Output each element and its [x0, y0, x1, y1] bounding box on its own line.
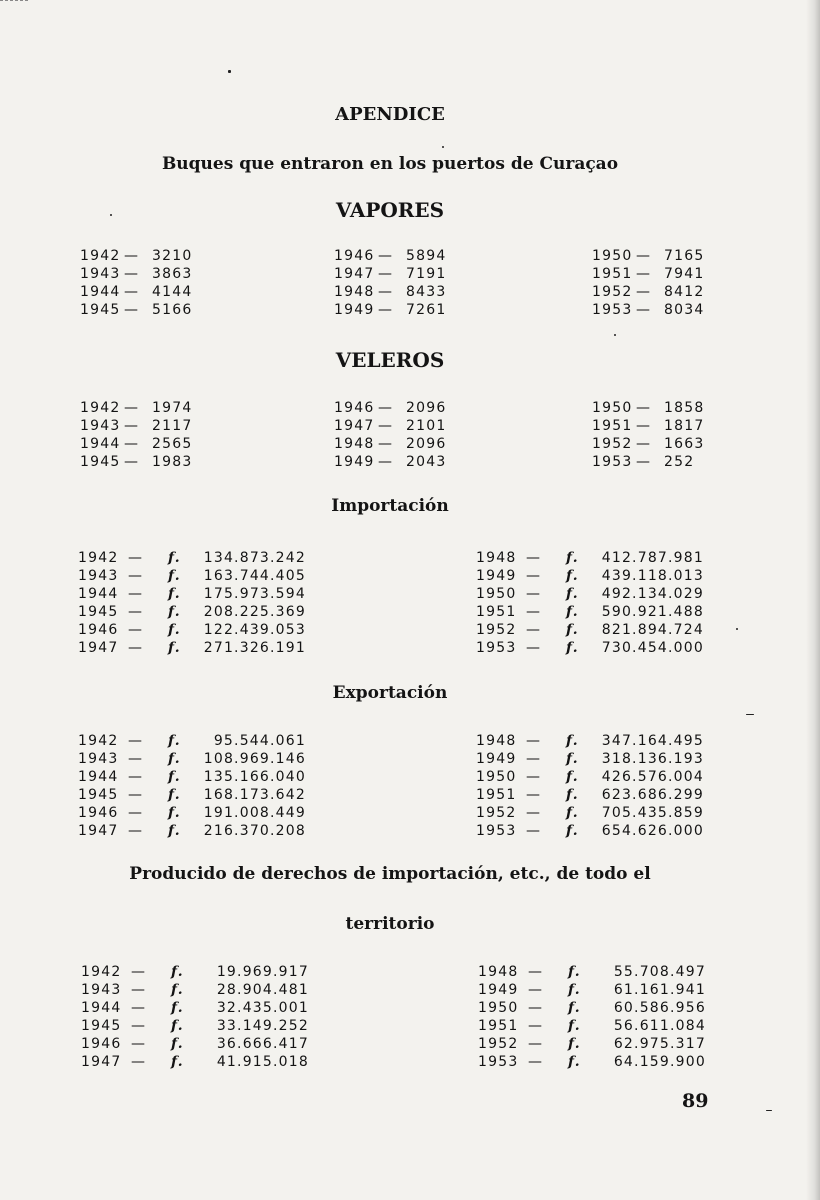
- currency-mark: f.: [168, 733, 181, 749]
- dash: —: [124, 454, 140, 470]
- table-row: [592, 247, 722, 265]
- dash: —: [128, 787, 144, 803]
- year-cell: 1950: [592, 248, 633, 264]
- table-row: [81, 999, 309, 1017]
- dash: —: [128, 733, 144, 749]
- year-cell: 1942: [81, 964, 122, 980]
- value-cell: 3210: [152, 248, 193, 264]
- table-row: [81, 981, 309, 999]
- amount-cell: 439.118.013: [601, 568, 704, 584]
- table-row: [334, 283, 464, 301]
- table-row: [476, 585, 704, 603]
- currency-mark: f.: [566, 751, 579, 767]
- dash: —: [526, 550, 542, 566]
- amount-cell: 61.161.941: [613, 982, 706, 998]
- amount-cell: 492.134.029: [601, 586, 704, 602]
- year-cell: 1951: [476, 787, 517, 803]
- table-row: [478, 981, 706, 999]
- dash: —: [528, 1054, 544, 1070]
- value-cell: 8412: [664, 284, 705, 300]
- table-row: [81, 963, 309, 981]
- table-row: [78, 603, 306, 621]
- importacion-heading: Importación: [331, 496, 449, 516]
- table-row: [78, 804, 306, 822]
- table-row: [334, 435, 464, 453]
- table-row: [592, 265, 722, 283]
- year-cell: 1953: [592, 302, 633, 318]
- table-row: [80, 453, 210, 471]
- year-cell: 1944: [78, 769, 119, 785]
- print-speck: [110, 214, 112, 216]
- table-row: [78, 639, 306, 657]
- year-cell: 1942: [78, 550, 119, 566]
- table-row: [80, 301, 210, 319]
- currency-mark: f.: [566, 787, 579, 803]
- table-row: [334, 453, 464, 471]
- amount-cell: 623.686.299: [601, 787, 704, 803]
- year-cell: 1942: [78, 733, 119, 749]
- dash: —: [124, 436, 140, 452]
- amount-cell: 412.787.981: [601, 550, 704, 566]
- dash: —: [378, 284, 394, 300]
- table-row: [476, 732, 704, 750]
- print-speck: [746, 714, 754, 715]
- value-cell: 7191: [406, 266, 447, 282]
- dash: —: [128, 751, 144, 767]
- table-row: [78, 732, 306, 750]
- amount-cell: 134.873.242: [203, 550, 306, 566]
- value-cell: 7261: [406, 302, 447, 318]
- derechos-heading-line1: Producido de derechos de importación, etc., de todo el: [129, 864, 651, 884]
- currency-mark: f.: [566, 733, 579, 749]
- amount-cell: 36.666.417: [216, 1036, 309, 1052]
- year-cell: 1947: [334, 266, 375, 282]
- year-cell: 1943: [78, 751, 119, 767]
- table-row: [478, 1017, 706, 1035]
- value-cell: 3863: [152, 266, 193, 282]
- value-cell: 252: [664, 454, 695, 470]
- amount-cell: 108.969.146: [203, 751, 306, 767]
- currency-mark: f.: [171, 1054, 184, 1070]
- dash: —: [526, 769, 542, 785]
- year-cell: 1946: [78, 805, 119, 821]
- year-cell: 1946: [81, 1036, 122, 1052]
- dash: —: [128, 640, 144, 656]
- currency-mark: f.: [566, 604, 579, 620]
- amount-cell: 168.173.642: [203, 787, 306, 803]
- year-cell: 1945: [78, 604, 119, 620]
- dash: —: [378, 454, 394, 470]
- table-row: [476, 768, 704, 786]
- dash: —: [124, 266, 140, 282]
- year-cell: 1943: [80, 418, 121, 434]
- year-cell: 1945: [80, 454, 121, 470]
- year-cell: 1953: [476, 640, 517, 656]
- amount-cell: 347.164.495: [601, 733, 704, 749]
- table-row: [592, 417, 722, 435]
- value-cell: 2096: [406, 400, 447, 416]
- year-cell: 1950: [592, 400, 633, 416]
- currency-mark: f.: [566, 550, 579, 566]
- year-cell: 1951: [592, 418, 633, 434]
- year-cell: 1947: [78, 640, 119, 656]
- dash: —: [378, 302, 394, 318]
- dash: —: [378, 266, 394, 282]
- dash: —: [526, 805, 542, 821]
- table-row: [334, 417, 464, 435]
- table-row: [78, 621, 306, 639]
- dash: —: [526, 640, 542, 656]
- amount-cell: 216.370.208: [203, 823, 306, 839]
- dash: —: [128, 769, 144, 785]
- currency-mark: f.: [568, 1054, 581, 1070]
- amount-cell: 56.611.084: [613, 1018, 706, 1034]
- page-number: 89: [682, 1090, 709, 1112]
- table-row: [78, 750, 306, 768]
- dash: —: [131, 964, 147, 980]
- currency-mark: f.: [168, 805, 181, 821]
- amount-cell: 730.454.000: [601, 640, 704, 656]
- amount-cell: 654.626.000: [601, 823, 704, 839]
- amount-cell: 41.915.018: [216, 1054, 309, 1070]
- page-edge-shadow: [806, 0, 820, 1200]
- year-cell: 1943: [78, 568, 119, 584]
- amount-cell: 33.149.252: [216, 1018, 309, 1034]
- table-row: [80, 265, 210, 283]
- currency-mark: f.: [566, 640, 579, 656]
- year-cell: 1948: [478, 964, 519, 980]
- value-cell: 1858: [664, 400, 705, 416]
- table-row: [476, 549, 704, 567]
- amount-cell: 163.744.405: [203, 568, 306, 584]
- dash: —: [526, 604, 542, 620]
- amount-cell: 122.439.053: [203, 622, 306, 638]
- amount-cell: 55.708.497: [613, 964, 706, 980]
- currency-mark: f.: [168, 640, 181, 656]
- dash: —: [528, 1000, 544, 1016]
- value-cell: 1974: [152, 400, 193, 416]
- table-row: [78, 549, 306, 567]
- value-cell: 1817: [664, 418, 705, 434]
- dash: —: [378, 400, 394, 416]
- table-row: [476, 621, 704, 639]
- year-cell: 1948: [334, 284, 375, 300]
- dash: —: [636, 266, 652, 282]
- value-cell: 5166: [152, 302, 193, 318]
- appendix-subtitle: Buques que entraron en los puertos de Curaçao: [161, 154, 619, 174]
- currency-mark: f.: [568, 1018, 581, 1034]
- appendix-title: APENDICE: [335, 104, 445, 125]
- year-cell: 1952: [478, 1036, 519, 1052]
- table-row: [476, 603, 704, 621]
- year-cell: 1945: [81, 1018, 122, 1034]
- dash: —: [636, 400, 652, 416]
- year-cell: 1947: [334, 418, 375, 434]
- year-cell: 1944: [80, 284, 121, 300]
- year-cell: 1953: [478, 1054, 519, 1070]
- table-row: [334, 301, 464, 319]
- dash: —: [636, 248, 652, 264]
- amount-cell: 191.008.449: [203, 805, 306, 821]
- table-row: [592, 453, 722, 471]
- dash: —: [526, 787, 542, 803]
- amount-cell: 62.975.317: [613, 1036, 706, 1052]
- dash: —: [131, 982, 147, 998]
- dash: —: [636, 418, 652, 434]
- table-row: [478, 999, 706, 1017]
- table-row: [592, 435, 722, 453]
- table-row: [78, 585, 306, 603]
- currency-mark: f.: [168, 586, 181, 602]
- currency-mark: f.: [168, 787, 181, 803]
- currency-mark: f.: [171, 1018, 184, 1034]
- amount-cell: 135.166.040: [203, 769, 306, 785]
- dash: —: [526, 751, 542, 767]
- table-row: [78, 768, 306, 786]
- currency-mark: f.: [168, 823, 181, 839]
- exportacion-heading: Exportación: [332, 683, 448, 703]
- dash: —: [131, 1000, 147, 1016]
- currency-mark: f.: [566, 805, 579, 821]
- year-cell: 1953: [592, 454, 633, 470]
- table-row: [476, 786, 704, 804]
- dash: —: [636, 302, 652, 318]
- currency-mark: f.: [168, 622, 181, 638]
- value-cell: 8034: [664, 302, 705, 318]
- amount-cell: 19.969.917: [216, 964, 309, 980]
- dash: —: [526, 586, 542, 602]
- year-cell: 1943: [81, 982, 122, 998]
- table-row: [334, 247, 464, 265]
- value-cell: 2565: [152, 436, 193, 452]
- dash: —: [528, 1036, 544, 1052]
- year-cell: 1952: [476, 805, 517, 821]
- table-row: [478, 963, 706, 981]
- dash: —: [526, 568, 542, 584]
- year-cell: 1944: [78, 586, 119, 602]
- year-cell: 1950: [476, 769, 517, 785]
- currency-mark: f.: [568, 982, 581, 998]
- print-speck: [228, 70, 231, 73]
- currency-mark: f.: [168, 604, 181, 620]
- print-speck: [766, 1110, 772, 1111]
- amount-cell: 208.225.369: [203, 604, 306, 620]
- currency-mark: f.: [568, 964, 581, 980]
- dash: —: [124, 248, 140, 264]
- value-cell: 5894: [406, 248, 447, 264]
- year-cell: 1946: [334, 248, 375, 264]
- amount-cell: 705.435.859: [601, 805, 704, 821]
- amount-cell: 271.326.191: [203, 640, 306, 656]
- amount-cell: 32.435.001: [216, 1000, 309, 1016]
- dash: —: [128, 550, 144, 566]
- year-cell: 1943: [80, 266, 121, 282]
- value-cell: 1983: [152, 454, 193, 470]
- year-cell: 1944: [80, 436, 121, 452]
- amount-cell: 175.973.594: [203, 586, 306, 602]
- table-row: [476, 567, 704, 585]
- dash: —: [131, 1036, 147, 1052]
- year-cell: 1949: [476, 568, 517, 584]
- dash: —: [124, 302, 140, 318]
- year-cell: 1949: [478, 982, 519, 998]
- table-row: [81, 1053, 309, 1071]
- currency-mark: f.: [168, 550, 181, 566]
- table-row: [476, 639, 704, 657]
- currency-mark: f.: [566, 823, 579, 839]
- currency-mark: f.: [568, 1000, 581, 1016]
- year-cell: 1950: [476, 586, 517, 602]
- amount-cell: 821.894.724: [601, 622, 704, 638]
- amount-cell: 64.159.900: [613, 1054, 706, 1070]
- table-row: [592, 283, 722, 301]
- year-cell: 1949: [476, 751, 517, 767]
- currency-mark: f.: [171, 982, 184, 998]
- value-cell: 8433: [406, 284, 447, 300]
- amount-cell: 590.921.488: [601, 604, 704, 620]
- table-row: [334, 399, 464, 417]
- value-cell: 7941: [664, 266, 705, 282]
- currency-mark: f.: [171, 1000, 184, 1016]
- year-cell: 1945: [78, 787, 119, 803]
- table-row: [80, 283, 210, 301]
- year-cell: 1952: [476, 622, 517, 638]
- table-row: [81, 1035, 309, 1053]
- amount-cell: 318.136.193: [601, 751, 704, 767]
- currency-mark: f.: [168, 751, 181, 767]
- dash: —: [128, 586, 144, 602]
- year-cell: 1948: [334, 436, 375, 452]
- value-cell: 1663: [664, 436, 705, 452]
- print-speck: [442, 146, 444, 148]
- dash: —: [636, 284, 652, 300]
- table-row: [592, 399, 722, 417]
- year-cell: 1944: [81, 1000, 122, 1016]
- year-cell: 1952: [592, 436, 633, 452]
- currency-mark: f.: [568, 1036, 581, 1052]
- dash: —: [128, 604, 144, 620]
- dash: —: [528, 964, 544, 980]
- dash: —: [378, 418, 394, 434]
- value-cell: 2096: [406, 436, 447, 452]
- dash: —: [528, 982, 544, 998]
- derechos-heading-line2: territorio: [345, 914, 435, 934]
- dash: —: [378, 436, 394, 452]
- dash: —: [124, 400, 140, 416]
- currency-mark: f.: [566, 769, 579, 785]
- table-row: [476, 750, 704, 768]
- dash: —: [526, 622, 542, 638]
- value-cell: 2101: [406, 418, 447, 434]
- year-cell: 1950: [478, 1000, 519, 1016]
- currency-mark: f.: [566, 568, 579, 584]
- table-row: [478, 1053, 706, 1071]
- table-row: [78, 822, 306, 840]
- year-cell: 1947: [81, 1054, 122, 1070]
- print-speck: [736, 628, 738, 630]
- dash: —: [131, 1054, 147, 1070]
- value-cell: 2043: [406, 454, 447, 470]
- table-row: [80, 417, 210, 435]
- year-cell: 1945: [80, 302, 121, 318]
- currency-mark: f.: [566, 586, 579, 602]
- dash: —: [378, 248, 394, 264]
- vapores-heading: VAPORES: [335, 198, 445, 222]
- dash: —: [128, 622, 144, 638]
- year-cell: 1948: [476, 550, 517, 566]
- year-cell: 1951: [592, 266, 633, 282]
- currency-mark: f.: [168, 568, 181, 584]
- table-row: [476, 822, 704, 840]
- dash: —: [131, 1018, 147, 1034]
- year-cell: 1946: [78, 622, 119, 638]
- year-cell: 1953: [476, 823, 517, 839]
- amount-cell: 95.544.061: [213, 733, 306, 749]
- year-cell: 1949: [334, 302, 375, 318]
- table-row: [78, 567, 306, 585]
- year-cell: 1951: [478, 1018, 519, 1034]
- dash: —: [636, 454, 652, 470]
- value-cell: 2117: [152, 418, 193, 434]
- print-speck: [614, 334, 616, 336]
- amount-cell: 426.576.004: [601, 769, 704, 785]
- dash: —: [528, 1018, 544, 1034]
- year-cell: 1942: [80, 248, 121, 264]
- dash: —: [128, 805, 144, 821]
- page-edge-mark: [0, 0, 28, 4]
- table-row: [80, 399, 210, 417]
- currency-mark: f.: [171, 964, 184, 980]
- year-cell: 1952: [592, 284, 633, 300]
- dash: —: [526, 733, 542, 749]
- value-cell: 7165: [664, 248, 705, 264]
- year-cell: 1951: [476, 604, 517, 620]
- currency-mark: f.: [566, 622, 579, 638]
- dash: —: [124, 418, 140, 434]
- table-row: [78, 786, 306, 804]
- dash: —: [124, 284, 140, 300]
- table-row: [478, 1035, 706, 1053]
- dash: —: [128, 823, 144, 839]
- veleros-heading: VELEROS: [335, 348, 445, 372]
- dash: —: [526, 823, 542, 839]
- currency-mark: f.: [168, 769, 181, 785]
- year-cell: 1946: [334, 400, 375, 416]
- dash: —: [636, 436, 652, 452]
- currency-mark: f.: [171, 1036, 184, 1052]
- amount-cell: 28.904.481: [216, 982, 309, 998]
- year-cell: 1942: [80, 400, 121, 416]
- table-row: [81, 1017, 309, 1035]
- amount-cell: 60.586.956: [613, 1000, 706, 1016]
- year-cell: 1949: [334, 454, 375, 470]
- year-cell: 1947: [78, 823, 119, 839]
- table-row: [80, 247, 210, 265]
- dash: —: [128, 568, 144, 584]
- year-cell: 1948: [476, 733, 517, 749]
- table-row: [80, 435, 210, 453]
- value-cell: 4144: [152, 284, 193, 300]
- table-row: [476, 804, 704, 822]
- table-row: [334, 265, 464, 283]
- table-row: [592, 301, 722, 319]
